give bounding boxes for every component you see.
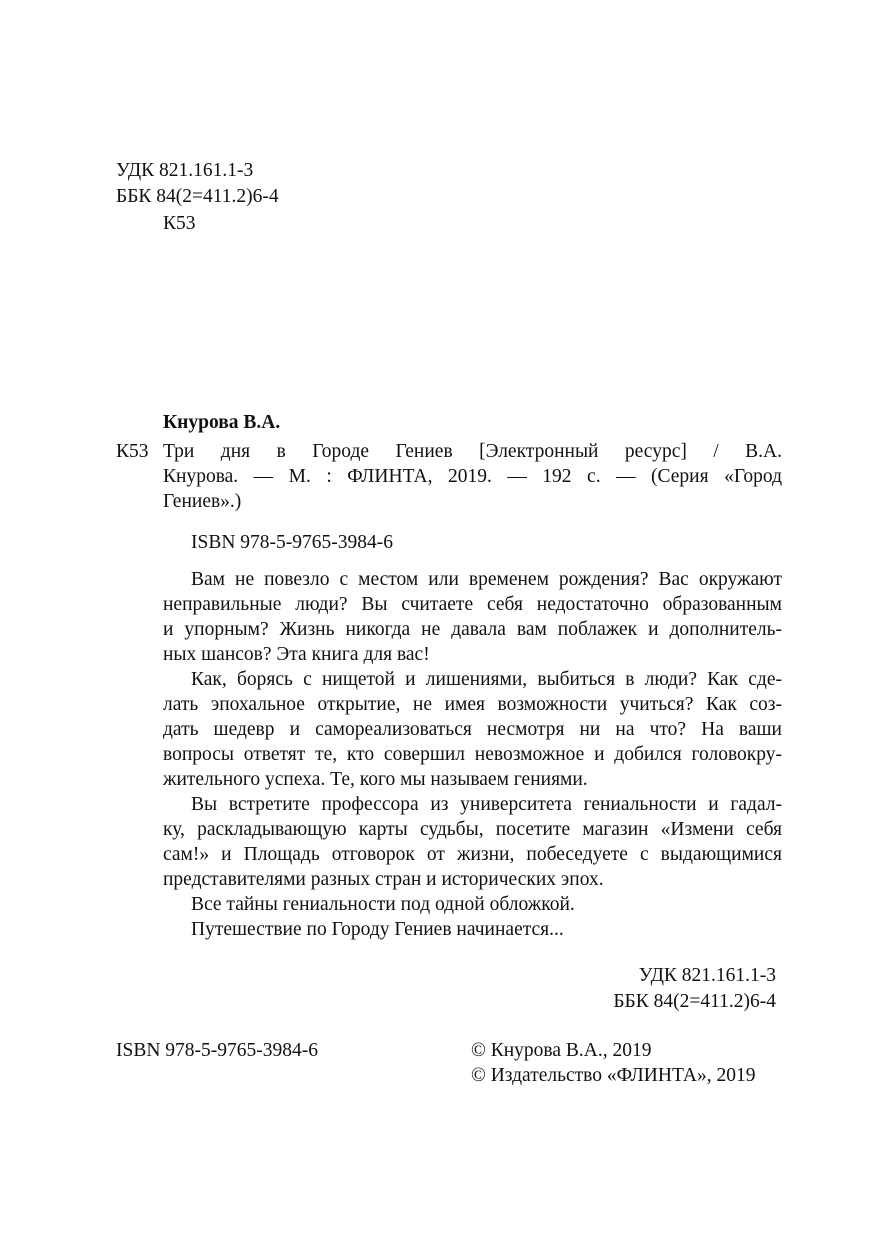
text-line: неправильные люди? Вы считаете себя недостаточно образованным [163,594,782,615]
text-line: и упорным? Жизнь никогда не давала вам поблажек и дополнитель- [163,619,782,640]
annotation [163,567,782,942]
annotation-paragraph [163,667,782,792]
copyright-author: © Кнурова В.А., 2019 [471,1040,652,1061]
bib-line: Три дня в Городе Гениев [Электронный ресурс] / В.А. [163,441,782,462]
annotation-paragraph: Все тайны гениальности под одной обложкой. [191,894,575,915]
text-line: Как, борясь с нищетой и лишениями, выбиться в люди? Как сде- [191,669,782,690]
text-line: вопросы ответят те, кто совершил невозможное и добился головокру- [163,744,782,765]
footer-isbn: ISBN 978-5-9765-3984-6 [116,1040,319,1061]
text-line: Вам не повезло с местом или временем рождения? Вас окружают [191,569,782,590]
text-line: ку, раскладывающую карты судьбы, посетите магазин «Измени себя [163,819,782,840]
text-line: жительного успеха. Те, кого мы называем гениями. [163,769,588,790]
text-line: Вы встретите профессора из университета гениальности и гадал- [191,794,782,815]
copyright-publisher: © Издательство «ФЛИНТА», 2019 [471,1065,756,1086]
text-line: представителями разных стран и исторических эпох. [163,869,604,890]
annotation-paragraph [163,567,782,667]
entry-author: Кнурова В.А. [163,412,281,433]
udk-top: УДК 821.161.1-3 [116,160,254,181]
udk-bottom: УДК 821.161.1-3 [638,965,776,986]
bbk-bottom: ББК 84(2=411.2)6-4 [613,991,776,1012]
annotation-paragraph: Путешествие по Городу Гениев начинается... [191,919,564,940]
text-line: дать шедевр и самореализоваться несмотря ни на что? На ваши [163,719,782,740]
text-line: лать эпохальное открытие, не имея возможности учиться? Как соз- [163,694,782,715]
annotation-paragraph [163,792,782,892]
text-line: сам!» и Площадь отговорок от жизни, побеседуете с выдающимися [163,844,782,865]
bbk-top: ББК 84(2=411.2)6-4 [116,186,279,207]
author-sign-top: К53 [163,213,196,234]
entry-sign: К53 [116,441,149,462]
entry-isbn: ISBN 978-5-9765-3984-6 [191,532,394,553]
bibliographic-description [163,439,782,489]
bib-line: Кнурова. — М. : ФЛИНТА, 2019. — 192 с. — (Серия «Город [163,466,782,487]
text-line: ных шансов? Эта книга для вас! [163,644,430,665]
bib-line: Гениев».) [163,491,242,512]
